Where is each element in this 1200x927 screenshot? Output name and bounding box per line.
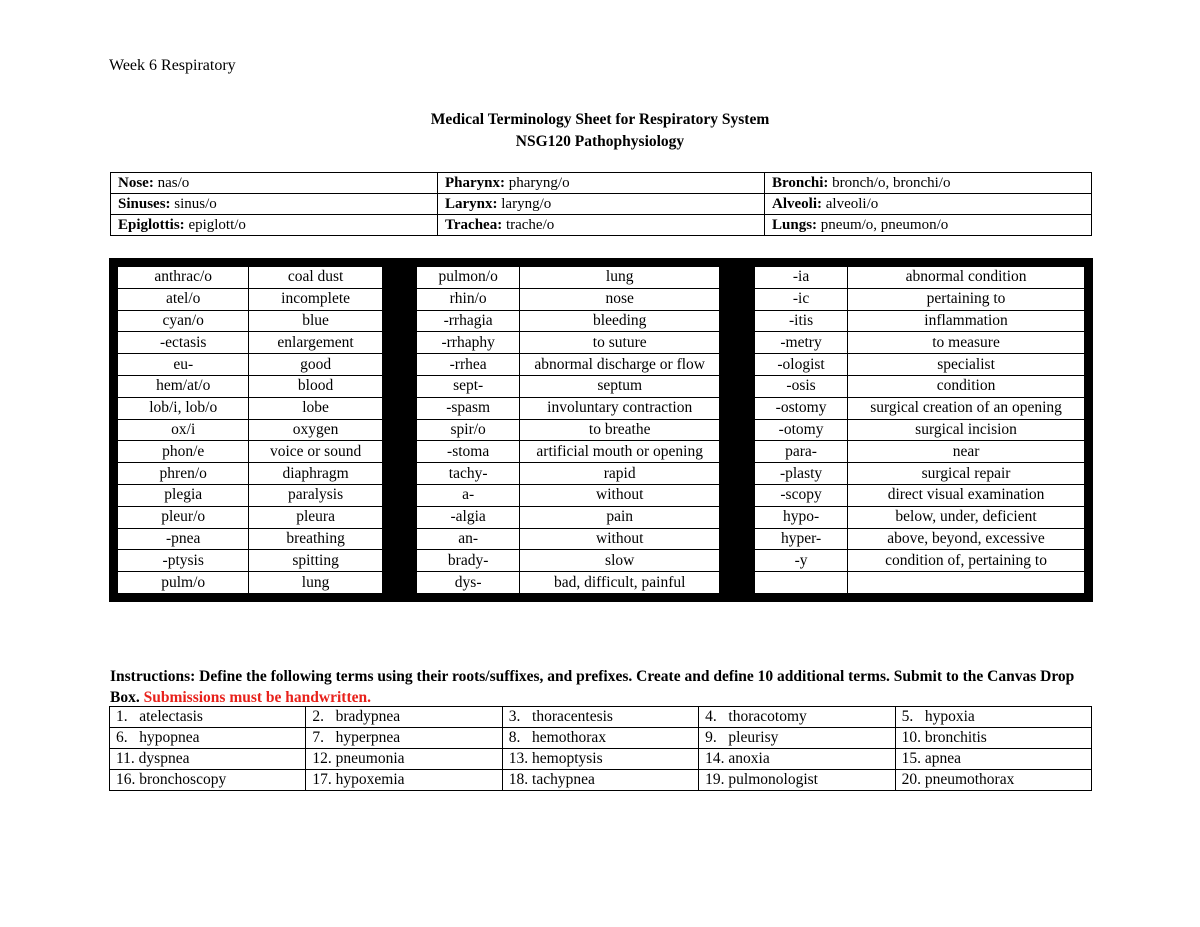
terms-row xyxy=(118,420,1084,441)
word-part: dys- xyxy=(417,572,519,593)
word-part-meaning: specialist xyxy=(848,354,1084,375)
word-part-meaning: coal dust xyxy=(249,267,381,288)
organ-label: Pharynx: xyxy=(445,175,505,191)
exercise-term: 5. hypoxia xyxy=(895,707,1091,728)
word-part-meaning: lobe xyxy=(249,398,381,419)
word-part-meaning: surgical incision xyxy=(848,420,1084,441)
word-part: hypo- xyxy=(755,507,847,528)
word-part-meaning: surgical creation of an opening xyxy=(848,398,1084,419)
word-part-meaning: abnormal condition xyxy=(848,267,1084,288)
organ-label: Bronchi: xyxy=(772,175,829,191)
roots-cell xyxy=(111,194,438,215)
word-part-meaning: artificial mouth or opening xyxy=(520,441,719,462)
organ-label: Epiglottis: xyxy=(118,217,185,233)
column-separator xyxy=(383,267,417,288)
terms-row xyxy=(118,507,1084,528)
document-title: Medical Terminology Sheet for Respiratory System xyxy=(430,111,770,128)
root-value: epiglott/o xyxy=(184,217,246,233)
column-separator xyxy=(383,376,417,397)
column-separator xyxy=(720,420,754,441)
terms-row xyxy=(118,529,1084,550)
column-separator xyxy=(383,572,417,593)
column-separator xyxy=(383,550,417,571)
word-part: -pnea xyxy=(118,529,248,550)
column-separator xyxy=(720,441,754,462)
organ-label: Larynx: xyxy=(445,196,498,212)
handwritten-notice: Submissions must be handwritten. xyxy=(143,689,371,706)
word-part: ox/i xyxy=(118,420,248,441)
root-value: sinus/o xyxy=(170,196,217,212)
column-separator xyxy=(383,485,417,506)
word-part-meaning: bad, difficult, painful xyxy=(520,572,719,593)
word-part-meaning: direct visual examination xyxy=(848,485,1084,506)
terms-row xyxy=(118,332,1084,353)
word-part-meaning: involuntary contraction xyxy=(520,398,719,419)
terms-row xyxy=(118,441,1084,462)
word-part: -ectasis xyxy=(118,332,248,353)
terms-row xyxy=(118,311,1084,332)
exercise-term: 10. bronchitis xyxy=(895,728,1091,749)
column-separator xyxy=(720,398,754,419)
terms-row xyxy=(118,267,1084,288)
exercise-term: 17. hypoxemia xyxy=(306,770,502,791)
column-separator xyxy=(383,507,417,528)
word-part: cyan/o xyxy=(118,311,248,332)
word-part-meaning: lung xyxy=(249,572,381,593)
exercise-term: 8. hemothorax xyxy=(502,728,698,749)
word-part: a- xyxy=(417,485,519,506)
exercise-term: 18. tachypnea xyxy=(502,770,698,791)
word-part-meaning: incomplete xyxy=(249,289,381,310)
word-part-meaning: spitting xyxy=(249,550,381,571)
root-value: alveoli/o xyxy=(822,196,879,212)
roots-cell xyxy=(438,215,765,236)
exercise-row xyxy=(110,749,1092,770)
column-separator xyxy=(383,311,417,332)
column-separator xyxy=(720,529,754,550)
anatomy-roots-table xyxy=(110,172,1092,236)
roots-row xyxy=(111,194,1092,215)
word-part: hyper- xyxy=(755,529,847,550)
column-separator xyxy=(720,311,754,332)
organ-label: Alveoli: xyxy=(772,196,822,212)
organ-label: Sinuses: xyxy=(118,196,171,212)
word-part-meaning: abnormal discharge or flow xyxy=(520,354,719,375)
word-part: -osis xyxy=(755,376,847,397)
exercise-term: 19. pulmonologist xyxy=(699,770,895,791)
exercise-term: 16. bronchoscopy xyxy=(110,770,306,791)
column-separator xyxy=(383,463,417,484)
word-part: -otomy xyxy=(755,420,847,441)
word-part: hem/at/o xyxy=(118,376,248,397)
word-part: -metry xyxy=(755,332,847,353)
word-part: -itis xyxy=(755,311,847,332)
exercise-term: 20. pneumothorax xyxy=(895,770,1091,791)
column-separator xyxy=(383,354,417,375)
word-part-meaning: slow xyxy=(520,550,719,571)
exercise-term: 6. hypopnea xyxy=(110,728,306,749)
word-part: phren/o xyxy=(118,463,248,484)
roots-row xyxy=(111,215,1092,236)
word-part-meaning: without xyxy=(520,529,719,550)
terms-row xyxy=(118,463,1084,484)
word-part: -rrhaphy xyxy=(417,332,519,353)
terms-row xyxy=(118,550,1084,571)
word-part: -ologist xyxy=(755,354,847,375)
column-separator xyxy=(383,289,417,310)
word-part-meaning: voice or sound xyxy=(249,441,381,462)
exercise-term: 3. thoracentesis xyxy=(502,707,698,728)
exercise-term: 11. dyspnea xyxy=(110,749,306,770)
roots-cell xyxy=(438,194,765,215)
exercise-row xyxy=(110,728,1092,749)
word-part: pleur/o xyxy=(118,507,248,528)
word-part: -y xyxy=(755,550,847,571)
word-part-meaning: to suture xyxy=(520,332,719,353)
column-separator xyxy=(720,572,754,593)
column-separator xyxy=(383,529,417,550)
word-part-meaning: paralysis xyxy=(249,485,381,506)
column-separator xyxy=(720,485,754,506)
roots-cell xyxy=(765,215,1092,236)
column-separator xyxy=(383,441,417,462)
word-part-meaning: lung xyxy=(520,267,719,288)
column-separator xyxy=(720,463,754,484)
word-part-meaning: enlargement xyxy=(249,332,381,353)
organ-label: Lungs: xyxy=(772,217,818,233)
word-part: -rrhea xyxy=(417,354,519,375)
word-part: -stoma xyxy=(417,441,519,462)
root-value: trache/o xyxy=(502,217,555,233)
word-part-meaning: without xyxy=(520,485,719,506)
word-part: spir/o xyxy=(417,420,519,441)
terminology-table xyxy=(117,266,1085,594)
word-part-meaning: to breathe xyxy=(520,420,719,441)
word-part: lob/i, lob/o xyxy=(118,398,248,419)
word-part: -spasm xyxy=(417,398,519,419)
word-part-meaning: blue xyxy=(249,311,381,332)
word-part: pulm/o xyxy=(118,572,248,593)
word-part-meaning: blood xyxy=(249,376,381,397)
root-value: nas/o xyxy=(153,175,190,191)
terms-row xyxy=(118,398,1084,419)
roots-cell xyxy=(765,173,1092,194)
word-part-meaning: inflammation xyxy=(848,311,1084,332)
word-part-meaning: pain xyxy=(520,507,719,528)
word-part-meaning: oxygen xyxy=(249,420,381,441)
column-separator xyxy=(720,550,754,571)
word-part-meaning: rapid xyxy=(520,463,719,484)
word-part: sept- xyxy=(417,376,519,397)
exercise-term: 2. bradypnea xyxy=(306,707,502,728)
column-separator xyxy=(383,398,417,419)
word-part: an- xyxy=(417,529,519,550)
terms-row xyxy=(118,376,1084,397)
word-part-meaning: nose xyxy=(520,289,719,310)
exercise-term: 14. anoxia xyxy=(699,749,895,770)
word-part-meaning: diaphragm xyxy=(249,463,381,484)
word-part: rhin/o xyxy=(417,289,519,310)
document-header: Week 6 Respiratory xyxy=(109,57,236,74)
word-part-meaning: condition xyxy=(848,376,1084,397)
word-part-meaning: breathing xyxy=(249,529,381,550)
exercise-terms-table xyxy=(109,706,1092,791)
word-part: anthrac/o xyxy=(118,267,248,288)
word-part: plegia xyxy=(118,485,248,506)
exercise-term: 12. pneumonia xyxy=(306,749,502,770)
course-subtitle: NSG120 Pathophysiology xyxy=(515,133,685,150)
column-separator xyxy=(720,507,754,528)
word-part: -rrhagia xyxy=(417,311,519,332)
column-separator xyxy=(383,332,417,353)
word-part: -ia xyxy=(755,267,847,288)
word-part-meaning: surgical repair xyxy=(848,463,1084,484)
roots-cell xyxy=(765,194,1092,215)
word-part-meaning: below, under, deficient xyxy=(848,507,1084,528)
roots-row xyxy=(111,173,1092,194)
root-value: pharyng/o xyxy=(505,175,570,191)
roots-cell xyxy=(111,173,438,194)
word-part: -scopy xyxy=(755,485,847,506)
column-separator xyxy=(720,289,754,310)
root-value: bronch/o, bronchi/o xyxy=(828,175,951,191)
terms-row xyxy=(118,289,1084,310)
terms-row xyxy=(118,354,1084,375)
exercise-term: 4. thoracotomy xyxy=(699,707,895,728)
roots-cell xyxy=(438,173,765,194)
word-part: pulmon/o xyxy=(417,267,519,288)
terms-row xyxy=(118,572,1084,593)
exercise-term: 13. hemoptysis xyxy=(502,749,698,770)
word-part-meaning: pertaining to xyxy=(848,289,1084,310)
column-separator xyxy=(720,332,754,353)
word-part: atel/o xyxy=(118,289,248,310)
exercise-term: 15. apnea xyxy=(895,749,1091,770)
instructions-text: Instructions: Define the following terms using their roots/suffixes, and prefixes. Create and define 10 additional terms. Submit to the Canvas Drop Box. xyxy=(110,668,1075,706)
word-part-meaning: near xyxy=(848,441,1084,462)
instructions xyxy=(110,666,1095,708)
word-part-meaning: pleura xyxy=(249,507,381,528)
column-separator xyxy=(720,376,754,397)
word-part xyxy=(755,572,847,593)
roots-cell xyxy=(111,215,438,236)
exercise-term: 9. pleurisy xyxy=(699,728,895,749)
root-value: pneum/o, pneumon/o xyxy=(817,217,949,233)
terms-table-frame xyxy=(109,258,1093,602)
word-part: -ic xyxy=(755,289,847,310)
word-part: para- xyxy=(755,441,847,462)
word-part: -ostomy xyxy=(755,398,847,419)
organ-label: Nose: xyxy=(118,175,154,191)
exercise-row xyxy=(110,770,1092,791)
word-part-meaning: condition of, pertaining to xyxy=(848,550,1084,571)
word-part-meaning: above, beyond, excessive xyxy=(848,529,1084,550)
column-separator xyxy=(720,354,754,375)
word-part-meaning xyxy=(848,572,1084,593)
word-part-meaning: septum xyxy=(520,376,719,397)
exercise-term: 1. atelectasis xyxy=(110,707,306,728)
organ-label: Trachea: xyxy=(445,217,503,233)
column-separator xyxy=(720,267,754,288)
root-value: laryng/o xyxy=(497,196,552,212)
exercise-row xyxy=(110,707,1092,728)
word-part: -algia xyxy=(417,507,519,528)
word-part-meaning: bleeding xyxy=(520,311,719,332)
word-part: tachy- xyxy=(417,463,519,484)
terms-row xyxy=(118,485,1084,506)
word-part: eu- xyxy=(118,354,248,375)
exercise-term: 7. hyperpnea xyxy=(306,728,502,749)
word-part-meaning: good xyxy=(249,354,381,375)
word-part-meaning: to measure xyxy=(848,332,1084,353)
word-part: -ptysis xyxy=(118,550,248,571)
word-part: -plasty xyxy=(755,463,847,484)
column-separator xyxy=(383,420,417,441)
word-part: brady- xyxy=(417,550,519,571)
word-part: phon/e xyxy=(118,441,248,462)
